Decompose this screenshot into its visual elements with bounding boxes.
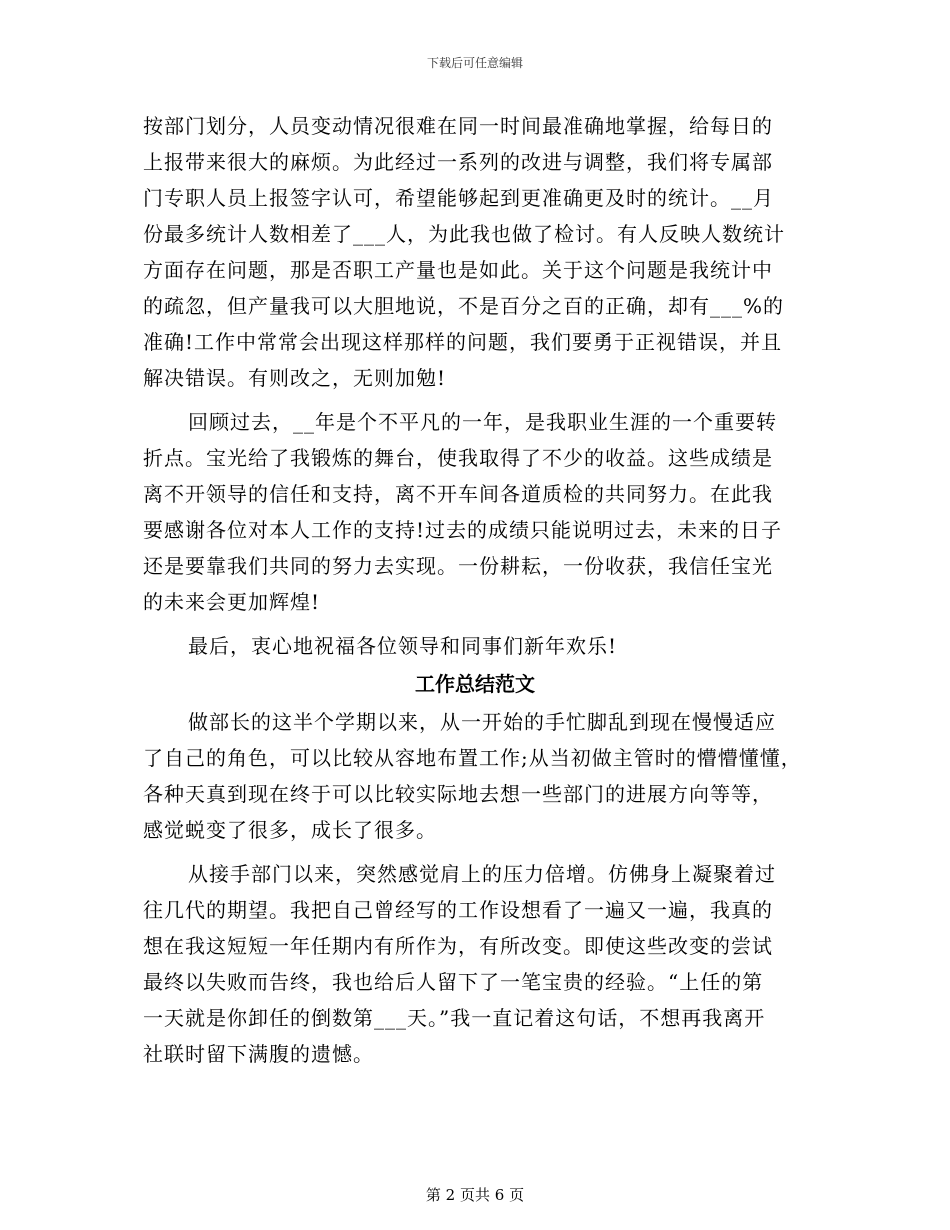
- text-line: 从接手部门以来，突然感觉肩上的压力倍增。仿佛身上凝聚着过: [188, 862, 776, 886]
- text-line: 要感谢各位对本人工作的支持!过去的成绩只能说明过去，未来的日子: [143, 518, 783, 542]
- text-line: 最后，衷心地祝福各位领导和同事们新年欢乐!: [188, 634, 618, 658]
- text-line: 回顾过去，__年是个不平凡的一年，是我职业生涯的一个重要转: [188, 410, 777, 434]
- text-line: 解决错误。有则改之，无则加勉!: [143, 366, 447, 390]
- text-line: 的疏忽，但产量我可以大胆地说，不是百分之百的正确，却有___%的: [143, 294, 785, 318]
- text-line: 门专职人员上报签字认可，希望能够起到更准确更及时的统计。__月: [143, 186, 774, 210]
- text-line: 还是要靠我们共同的努力去实现。一份耕耘，一份收获，我信任宝光: [143, 554, 773, 578]
- text-line: 往几代的期望。我把自己曾经写的工作设想看了一遍又一遍，我真的: [143, 898, 773, 922]
- text-line: 折点。宝光给了我锻炼的舞台，使我取得了不少的收益。这些成绩是: [143, 446, 773, 470]
- text-line: 社联时留下满腹的遗憾。: [143, 1042, 374, 1066]
- text-line: 想在我这短短一年任期内有所作为，有所改变。即使这些改变的尝试: [143, 934, 773, 958]
- text-line: 做部长的这半个学期以来，从一开始的手忙脚乱到现在慢慢适应: [188, 710, 776, 734]
- text-line: 了自己的角色，可以比较从容地布置工作;从当初做主管时的懵懵懂懂，: [143, 746, 802, 770]
- text-line: 上报带来很大的麻烦。为此经过一系列的改进与调整，我们将专属部: [143, 150, 773, 174]
- text-line: 各种天真到现在终于可以比较实际地去想一些部门的进展方向等等，: [143, 782, 773, 806]
- page-header: 下载后可任意编辑: [426, 56, 523, 70]
- text-line: 最终以失败而告终，我也给后人留下了一笔宝贵的经验。“上任的第: [143, 970, 764, 994]
- section-title: 工作总结范文: [415, 672, 535, 696]
- text-line: 感觉蜕变了很多，成长了很多。: [143, 818, 437, 842]
- text-line: 准确!工作中常常会出现这样那样的问题，我们要勇于正视错误，并且: [143, 330, 783, 354]
- text-line: 的未来会更加辉煌!: [143, 590, 321, 614]
- text-line: 方面存在问题，那是否职工产量也是如此。关于这个问题是我统计中: [143, 258, 773, 282]
- text-line: 离不开领导的信任和支持，离不开车间各道质检的共同努力。在此我: [143, 482, 773, 506]
- text-line: 份最多统计人数相差了___人，为此我也做了检讨。有人反映人数统计: [143, 222, 785, 246]
- page-footer: 第 2 页共 6 页: [425, 1186, 525, 1204]
- text-line: 按部门划分，人员变动情况很难在同一时间最准确地掌握，给每日的: [143, 114, 773, 138]
- text-line: 一天就是你卸任的倒数第___天。”我一直记着这句话，不想再我离开: [143, 1006, 766, 1030]
